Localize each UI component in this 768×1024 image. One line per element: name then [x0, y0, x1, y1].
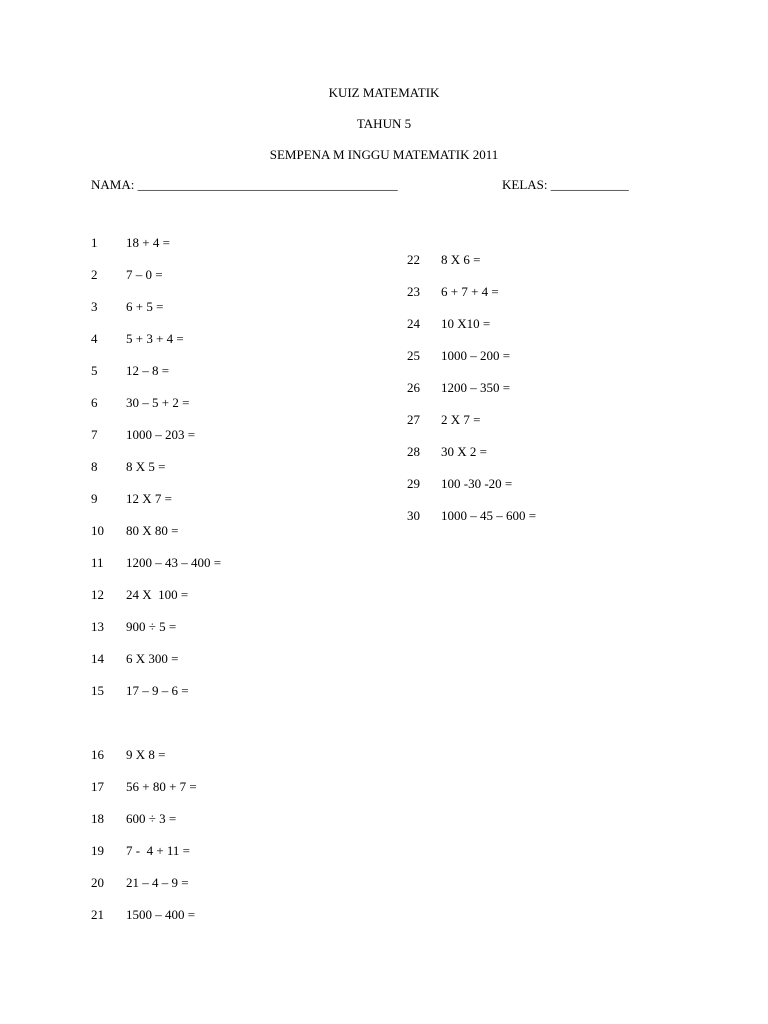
year-subtitle: TAHUN 5 [356, 116, 412, 131]
name-field[interactable]: NAMA: ________________________________________ [91, 177, 398, 192]
question-expression: 80 X 80 = [126, 523, 179, 538]
question-expression: 24 X 100 = [126, 587, 189, 602]
question-expression: 21 – 4 – 9 = [126, 875, 189, 890]
question-expression: 1200 – 350 = [441, 380, 511, 395]
question-number: 23 [407, 284, 420, 299]
question-number: 1 [91, 235, 98, 250]
question-item [91, 299, 391, 315]
question-item [407, 380, 727, 396]
question-number: 19 [91, 843, 104, 858]
question-item [91, 427, 391, 443]
question-number: 29 [407, 476, 420, 491]
question-number: 3 [91, 299, 98, 314]
question-item [91, 267, 391, 283]
question-expression: 1200 – 43 – 400 = [126, 555, 222, 570]
question-expression: 100 -30 -20 = [441, 476, 513, 491]
question-number: 28 [407, 444, 420, 459]
question-expression: 1000 – 45 – 600 = [441, 508, 537, 523]
question-number: 10 [91, 523, 104, 538]
question-expression: 12 X 7 = [126, 491, 172, 506]
question-number: 5 [91, 363, 98, 378]
question-item [91, 651, 391, 667]
question-number: 4 [91, 331, 98, 346]
question-item [407, 348, 727, 364]
question-item [91, 235, 391, 251]
question-item [91, 683, 391, 699]
question-expression: 600 ÷ 3 = [126, 811, 177, 826]
class-field[interactable]: KELAS: ____________ [502, 177, 629, 192]
question-number: 14 [91, 651, 104, 666]
question-expression: 1000 – 200 = [441, 348, 511, 363]
question-item [91, 843, 391, 859]
question-item [91, 811, 391, 827]
question-expression: 12 – 8 = [126, 363, 170, 378]
question-number: 6 [91, 395, 98, 410]
question-item [91, 555, 391, 571]
question-number: 26 [407, 380, 420, 395]
question-expression: 6 X 300 = [126, 651, 179, 666]
question-number: 30 [407, 508, 420, 523]
question-expression: 30 – 5 + 2 = [126, 395, 190, 410]
question-expression: 56 + 80 + 7 = [126, 779, 197, 794]
question-expression: 17 – 9 – 6 = [126, 683, 189, 698]
question-number: 18 [91, 811, 104, 826]
question-number: 21 [91, 907, 104, 922]
question-number: 20 [91, 875, 104, 890]
question-number: 13 [91, 619, 104, 634]
question-number: 17 [91, 779, 104, 794]
question-item [91, 875, 391, 891]
question-item [91, 491, 391, 507]
question-number: 12 [91, 587, 104, 602]
question-expression: 900 ÷ 5 = [126, 619, 177, 634]
question-item [91, 331, 391, 347]
quiz-title: KUIZ MATEMATIK [328, 85, 440, 100]
question-item [407, 476, 727, 492]
question-item [407, 316, 727, 332]
question-item [407, 252, 727, 268]
question-expression: 1500 – 400 = [126, 907, 196, 922]
event-subtitle: SEMPENA M INGGU MATEMATIK 2011 [269, 147, 499, 162]
question-expression: 7 - 4 + 11 = [126, 843, 191, 858]
question-expression: 6 + 5 = [126, 299, 164, 314]
question-number: 7 [91, 427, 98, 442]
question-item [91, 619, 391, 635]
question-number: 24 [407, 316, 420, 331]
question-number: 11 [91, 555, 104, 570]
question-number: 25 [407, 348, 420, 363]
question-item [91, 395, 391, 411]
question-number: 22 [407, 252, 420, 267]
question-item [407, 508, 727, 524]
question-number: 27 [407, 412, 420, 427]
question-item [407, 284, 727, 300]
question-expression: 10 X10 = [441, 316, 491, 331]
question-expression: 7 – 0 = [126, 267, 163, 282]
question-item [91, 587, 391, 603]
question-number: 16 [91, 747, 104, 762]
question-expression: 9 X 8 = [126, 747, 166, 762]
question-item [91, 459, 391, 475]
question-number: 9 [91, 491, 98, 506]
question-item [91, 363, 391, 379]
question-item [91, 523, 391, 539]
question-item [91, 907, 391, 923]
question-expression: 6 + 7 + 4 = [441, 284, 499, 299]
question-expression: 8 X 6 = [441, 252, 481, 267]
question-number: 15 [91, 683, 104, 698]
question-expression: 18 + 4 = [126, 235, 170, 250]
question-expression: 8 X 5 = [126, 459, 166, 474]
question-expression: 1000 – 203 = [126, 427, 196, 442]
question-item [91, 747, 391, 763]
question-number: 8 [91, 459, 98, 474]
question-number: 2 [91, 267, 98, 282]
question-item [407, 444, 727, 460]
question-expression: 2 X 7 = [441, 412, 481, 427]
question-item [407, 412, 727, 428]
question-expression: 5 + 3 + 4 = [126, 331, 184, 346]
question-expression: 30 X 2 = [441, 444, 487, 459]
question-item [91, 779, 391, 795]
